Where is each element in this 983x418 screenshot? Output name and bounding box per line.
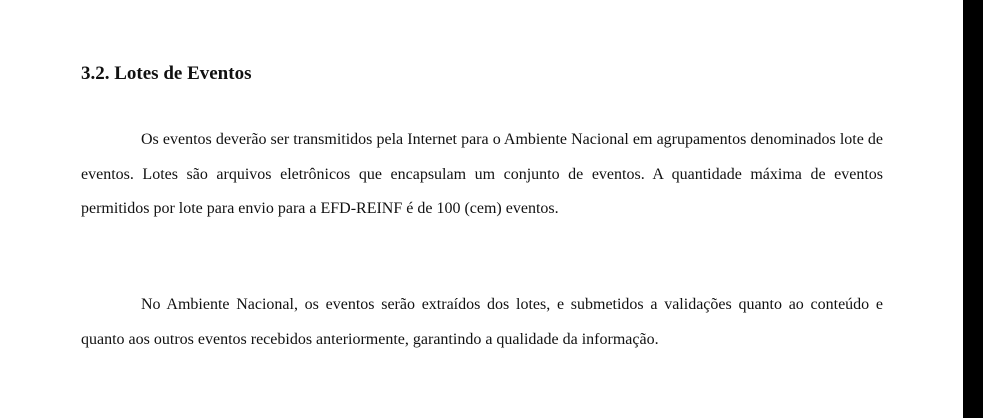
paragraph-lotes-definition: Os eventos deverão ser transmitidos pela Internet para o Ambiente Nacional em agrupamentos denominados lote de eventos. Lotes são arquivos eletrônicos que encapsulam um conjunto de eventos. A quantidade máxima de eventos permitidos por lote para envio para a EFD-REINF é de 100 (cem) eventos.: [81, 131, 883, 217]
paragraph-ambiente-nacional: No Ambiente Nacional, os eventos serão extraídos dos lotes, e submetidos a validações quanto ao conteúdo e quanto aos outros eventos recebidos anteriormente, garantindo a qualidade da informação.: [81, 296, 883, 348]
section-heading: 3.2. Lotes de Eventos: [81, 63, 252, 84]
